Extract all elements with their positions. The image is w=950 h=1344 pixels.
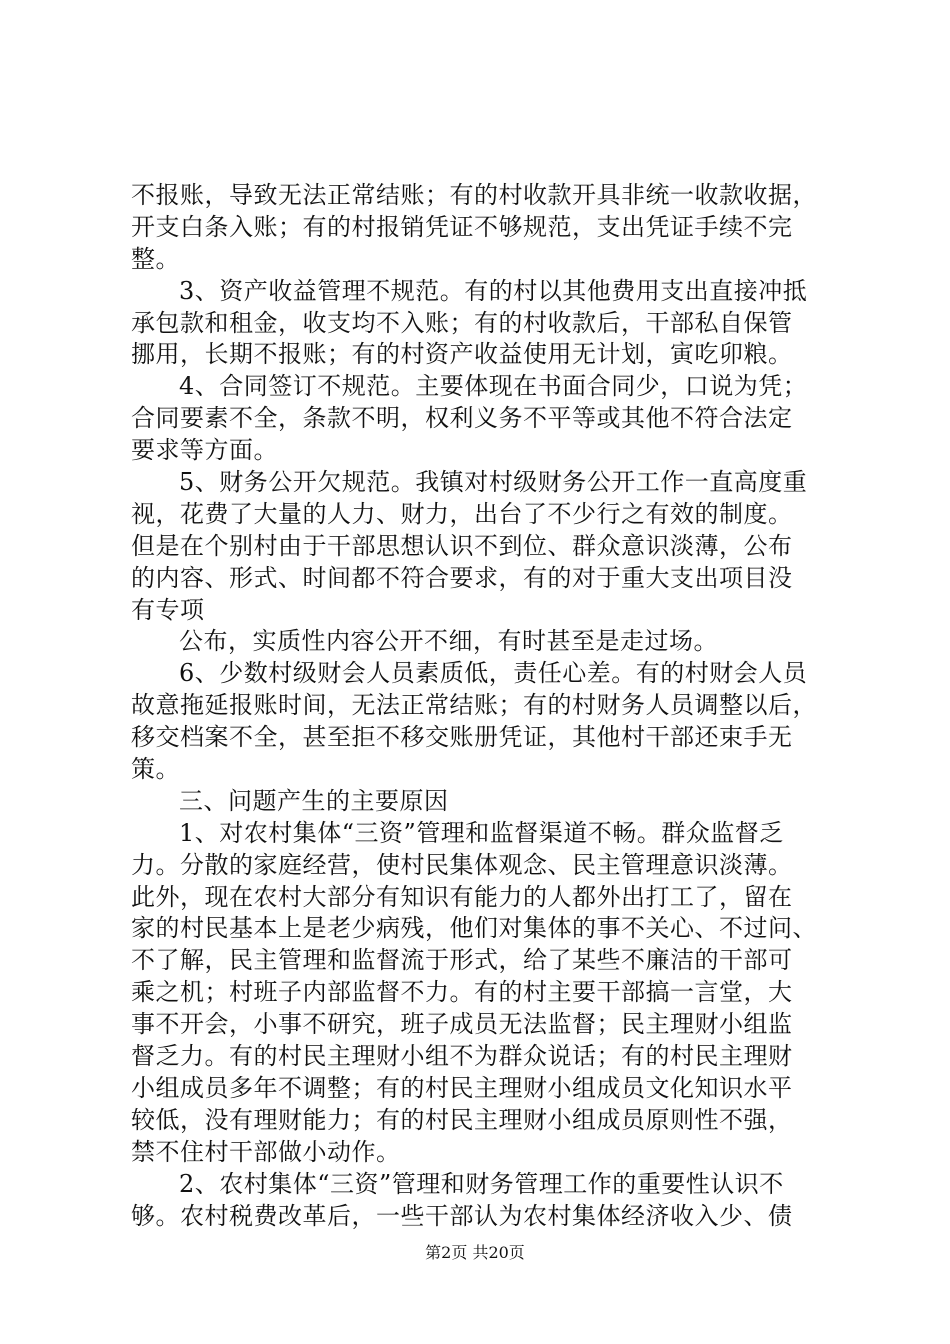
text-line: 较低，没有理财能力；有的村民主理财小组成员原则性不强， bbox=[131, 1105, 793, 1134]
text-line: 事不开会，小事不研究，班子成员无法监督；民主理财小组监 bbox=[131, 1010, 793, 1039]
page-footer: 第2页 共20页 bbox=[425, 1243, 525, 1262]
text-line: 家的村民基本上是老少病残，他们对集体的事不关心、不过问、 bbox=[131, 914, 817, 943]
text-line: 乘之机；村班子内部监督不力。有的村主要干部搞一言堂，大 bbox=[131, 978, 793, 1007]
text-line: 禁不住村干部做小动作。 bbox=[131, 1137, 401, 1166]
text-line: 但是在个别村由于干部思想认识不到位、群众意识淡薄，公布 bbox=[131, 531, 793, 560]
text-line: 有专项 bbox=[131, 595, 205, 624]
text-line: 小组成员多年不调整；有的村民主理财小组成员文化知识水平 bbox=[131, 1073, 793, 1102]
text-line: 够。农村税费改革后，一些干部认为农村集体经济收入少、债 bbox=[131, 1201, 793, 1230]
text-line: 要求等方面。 bbox=[131, 436, 278, 465]
document-body bbox=[131, 180, 831, 1232]
text-line: 3、资产收益管理不规范。有的村以其他费用支出直接冲抵 bbox=[179, 276, 808, 305]
text-line: 此外，现在农村大部分有知识有能力的人都外出打工了，留在 bbox=[131, 882, 793, 911]
text-line: 整。 bbox=[131, 244, 180, 273]
text-line: 三、问题产生的主要原因 bbox=[179, 786, 449, 815]
text-line: 2、农村集体“三资”管理和财务管理工作的重要性认识不 bbox=[179, 1169, 784, 1198]
text-line: 督乏力。有的村民主理财小组不为群众说话；有的村民主理财 bbox=[131, 1042, 793, 1071]
text-line: 不报账，导致无法正常结账；有的村收款开具非统一收款收据， bbox=[131, 181, 817, 209]
text-line: 视，花费了大量的人力、财力，出台了不少行之有效的制度。 bbox=[131, 499, 793, 528]
text-line: 挪用，长期不报账；有的村资产收益使用无计划，寅吃卯粮。 bbox=[131, 340, 793, 369]
text-line: 移交档案不全，甚至拒不移交账册凭证，其他村干部还束手无 bbox=[131, 723, 793, 752]
text-line: 力。分散的家庭经营，使村民集体观念、民主管理意识淡薄。 bbox=[131, 850, 793, 879]
text-line: 5、财务公开欠规范。我镇对村级财务公开工作一直高度重 bbox=[179, 468, 808, 497]
text-line: 开支白条入账；有的村报销凭证不够规范，支出凭证手续不完 bbox=[131, 212, 793, 241]
text-line: 的内容、形式、时间都不符合要求，有的对于重大支出项目没 bbox=[131, 563, 793, 592]
text-line: 合同要素不全，条款不明，权利义务不平等或其他不符合法定 bbox=[131, 404, 793, 433]
text-line: 故意拖延报账时间，无法正常结账；有的村财务人员调整以后， bbox=[131, 691, 817, 720]
text-line: 4、合同签订不规范。主要体现在书面合同少，口说为凭； bbox=[179, 372, 808, 401]
text-line: 不了解，民主管理和监督流于形式，给了某些不廉洁的干部可 bbox=[131, 946, 793, 975]
text-line: 承包款和租金，收支均不入账；有的村收款后，干部私自保管 bbox=[131, 308, 793, 337]
text-line: 6、少数村级财会人员素质低，责任心差。有的村财会人员 bbox=[179, 659, 808, 688]
text-line: 公布，实质性内容公开不细，有时甚至是走过场。 bbox=[179, 627, 718, 656]
text-line: 1、对农村集体“三资”管理和监督渠道不畅。群众监督乏 bbox=[179, 818, 784, 847]
text-line: 策。 bbox=[131, 755, 180, 784]
